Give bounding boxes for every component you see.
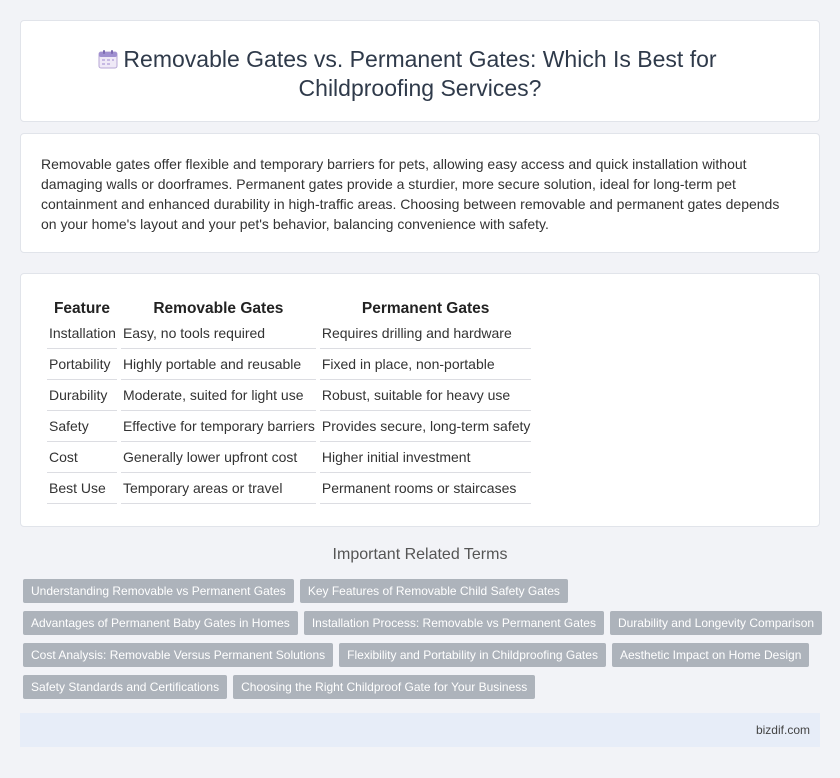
term-tag[interactable]: Safety Standards and Certifications xyxy=(23,675,227,699)
table-cell: Provides secure, long-term safety xyxy=(320,411,532,442)
term-tag[interactable]: Advantages of Permanent Baby Gates in Homes xyxy=(23,611,298,635)
table-cell: Best Use xyxy=(47,473,117,504)
header-feature: Feature xyxy=(53,300,110,317)
table-cell: Portability xyxy=(47,349,117,380)
table-cell: Moderate, suited for light use xyxy=(121,380,316,411)
term-tag[interactable]: Cost Analysis: Removable Versus Permanent Solutions xyxy=(23,643,333,667)
table-row xyxy=(47,473,531,504)
related-terms-list xyxy=(23,579,823,707)
comparison-table xyxy=(43,294,535,504)
term-tag[interactable]: Installation Process: Removable vs Permanent Gates xyxy=(304,611,604,635)
table-header-row xyxy=(47,294,531,318)
table-row xyxy=(47,318,531,349)
footer-bar xyxy=(20,713,820,747)
footer-site-link[interactable]: bizdif.com xyxy=(755,723,810,737)
table-cell: Durability xyxy=(47,380,117,411)
table-row xyxy=(47,411,531,442)
table-row xyxy=(47,349,531,380)
term-tag[interactable]: Understanding Removable vs Permanent Gates xyxy=(23,579,294,603)
header-permanent: Permanent Gates xyxy=(361,300,490,317)
table-cell: Safety xyxy=(47,411,117,442)
table-row xyxy=(47,442,531,473)
term-tag[interactable]: Durability and Longevity Comparison xyxy=(610,611,822,635)
term-tag[interactable]: Flexibility and Portability in Childproofing Gates xyxy=(339,643,606,667)
table-cell: Higher initial investment xyxy=(320,442,532,473)
table-cell: Installation xyxy=(47,318,117,349)
table-cell: Highly portable and reusable xyxy=(121,349,316,380)
table-cell: Effective for temporary barriers xyxy=(121,411,316,442)
comparison-card xyxy=(20,273,820,527)
term-tag[interactable]: Choosing the Right Childproof Gate for Your Business xyxy=(233,675,535,699)
header-removable: Removable Gates xyxy=(153,300,284,317)
intro-paragraph: Removable gates offer flexible and temporary barriers for pets, allowing easy access and quick installation without damaging walls or doorframes. Permanent gates provide a sturdier, more secure solution, ideal for long-term pet containment and enhanced durability in high-traffic areas. Choosing between removable and permanent gates depends on your home's layout and your pet's behavior, balancing convenience with safety. xyxy=(41,156,780,232)
table-cell: Temporary areas or travel xyxy=(121,473,316,504)
table-row xyxy=(47,380,531,411)
title-card xyxy=(20,20,820,122)
term-tag[interactable]: Key Features of Removable Child Safety Gates xyxy=(300,579,568,603)
table-cell: Fixed in place, non-portable xyxy=(320,349,532,380)
table-cell: Cost xyxy=(47,442,117,473)
related-terms-heading: Important Related Terms xyxy=(332,546,508,563)
table-cell: Easy, no tools required xyxy=(121,318,316,349)
table-cell: Generally lower upfront cost xyxy=(121,442,316,473)
table-cell: Permanent rooms or staircases xyxy=(320,473,532,504)
table-cell: Robust, suitable for heavy use xyxy=(320,380,532,411)
table-cell: Requires drilling and hardware xyxy=(320,318,532,349)
intro-card xyxy=(20,133,820,253)
term-tag[interactable]: Aesthetic Impact on Home Design xyxy=(612,643,809,667)
page-title: Removable Gates vs. Permanent Gates: Which Is Best for Childproofing Services? xyxy=(123,46,717,101)
